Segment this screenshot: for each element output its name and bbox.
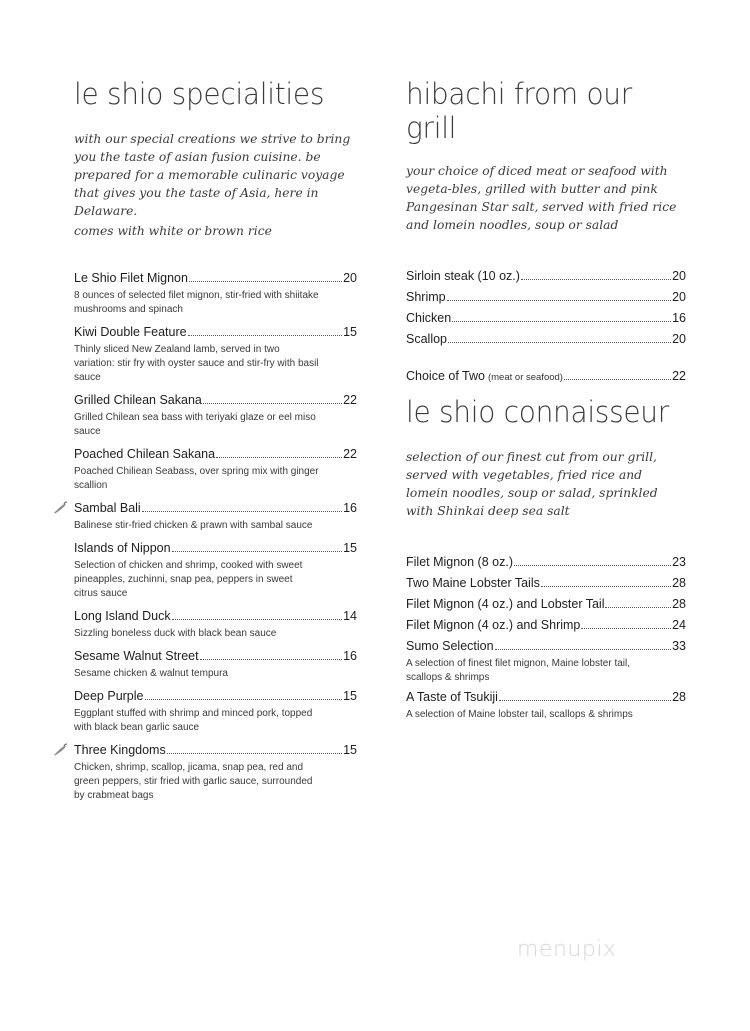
item-price: 20 — [672, 332, 686, 347]
item-name: Sesame Walnut Street — [74, 649, 199, 664]
hibachi-column — [406, 76, 686, 721]
item-price: 20 — [343, 271, 357, 286]
menu-item — [406, 268, 686, 285]
item-price: 16 — [343, 649, 357, 664]
menu-item — [406, 689, 686, 722]
dot-leader — [514, 565, 671, 566]
hibachi-heading: hibachi from our grill — [406, 76, 632, 146]
menupix-watermark: menupix — [517, 937, 617, 962]
item-description: A selection of finest filet mignon, Maine lobster tail, scallops & shrimps — [406, 658, 631, 684]
dot-leader — [172, 619, 343, 620]
item-name: Sirloin steak (10 oz.) — [406, 269, 520, 284]
item-name: Scallop — [406, 332, 447, 347]
item-name: Choice of Two — [406, 369, 485, 384]
item-description: Selection of chicken and shrimp, cooked with sweet pineapples, zuchinni, snap pea, peppers in sweet citrus sauce — [74, 560, 303, 600]
connaisseur-intro: selection of our finest cut from our grill, served with vegetables, fried rice and lomein noodles, soup or salad, sprinkled with Shinkai deep sea salt — [406, 450, 658, 519]
menu-item — [406, 575, 686, 592]
dot-leader — [167, 753, 342, 754]
dot-leader — [564, 379, 671, 380]
menu-item — [406, 638, 686, 685]
connaisseur-list — [406, 554, 686, 722]
item-description: 8 ounces of selected filet mignon, stir-fried with shiitake mushrooms and spinach — [74, 290, 319, 316]
item-price: 23 — [672, 555, 686, 570]
dot-leader — [203, 403, 342, 404]
item-name: Shrimp — [406, 290, 446, 305]
menu-item — [406, 331, 686, 348]
item-price: 22 — [343, 393, 357, 408]
item-name: Kiwi Double Feature — [74, 325, 187, 340]
item-description: Thinly sliced New Zealand lamb, served in two variation: stir fry with oyster sauce and stir-fry with basil sauce — [74, 344, 319, 384]
spicy-pepper-icon — [52, 501, 68, 515]
item-name: Grilled Chilean Sakana — [74, 393, 202, 408]
dot-leader — [188, 335, 343, 336]
item-price: 28 — [672, 690, 686, 705]
item-price: 22 — [343, 447, 357, 462]
spicy-pepper-icon — [52, 743, 68, 757]
item-price: 28 — [672, 576, 686, 591]
item-name: Sambal Bali — [74, 501, 141, 516]
menu-item — [74, 608, 357, 641]
item-name: Long Island Duck — [74, 609, 171, 624]
item-description: Sizzling boneless duck with black bean sauce — [74, 628, 277, 640]
dot-leader — [495, 649, 672, 650]
item-description: A selection of Maine lobster tail, scallops & shrimps — [406, 709, 633, 721]
dot-leader — [142, 511, 342, 512]
menu-item — [74, 270, 357, 317]
dot-leader — [189, 281, 342, 282]
item-name: Chicken — [406, 311, 452, 326]
item-price: 15 — [343, 541, 357, 556]
item-description: Poached Chiliean Seabass, over spring mix with ginger scallion — [74, 466, 319, 492]
dot-leader — [541, 586, 671, 587]
item-price: 16 — [343, 501, 357, 516]
item-price: 15 — [343, 325, 357, 340]
item-price: 22 — [672, 369, 686, 384]
menu-item — [406, 617, 686, 634]
item-price: 20 — [672, 290, 686, 305]
menu-item — [406, 289, 686, 306]
hibachi-intro: your choice of diced meat or seafood with vegeta-bles, grilled with butter and pink Pangesinan Star salt, served with fried rice and lomein noodles, soup or salad — [406, 164, 677, 233]
dot-leader — [200, 659, 343, 660]
menu-item — [74, 742, 357, 803]
item-price: 14 — [343, 609, 357, 624]
item-description: Chicken, shrimp, scallop, jicama, snap pea, red and green peppers, stir fried with garlic sauce, surrounded by crabmeat bags — [74, 762, 313, 802]
item-name: Filet Mignon (4 oz.) and Lobster Tail — [406, 597, 605, 612]
connaisseur-section — [406, 396, 686, 726]
menu-item — [74, 446, 357, 493]
item-name: Deep Purple — [74, 689, 144, 704]
menu-item — [74, 540, 357, 601]
item-price: 33 — [672, 639, 686, 654]
specialities-intro: with our special creations we strive to bring you the taste of asian fusion cuisine. be prepared for a memorable culinaric voyage that gives you the taste of Asia, here in Delaware. — [74, 132, 351, 219]
spacer — [406, 352, 686, 368]
item-price: 16 — [672, 311, 686, 326]
menu-item — [406, 310, 686, 327]
dot-leader — [447, 300, 672, 301]
item-description: Grilled Chilean sea bass with teriyaki glaze or eel miso sauce — [74, 412, 316, 438]
item-price: 15 — [343, 689, 357, 704]
item-name: Sumo Selection — [406, 639, 494, 654]
dot-leader — [581, 628, 671, 629]
dot-leader — [145, 699, 343, 700]
item-name: Filet Mignon (4 oz.) and Shrimp — [406, 618, 581, 633]
item-name: Le Shio Filet Mignon — [74, 271, 188, 286]
item-price: 15 — [343, 743, 357, 758]
dot-leader — [499, 700, 671, 701]
item-price: 24 — [672, 618, 686, 633]
menu-item — [406, 554, 686, 571]
connaisseur-heading: le shio connaisseur — [406, 394, 669, 430]
specialities-heading: le shio specialities — [74, 76, 325, 112]
item-description: Eggplant stuffed with shrimp and minced pork, topped with black bean garlic sauce — [74, 708, 313, 734]
dot-leader — [172, 551, 343, 552]
dot-leader — [216, 457, 342, 458]
item-name: A Taste of Tsukiji — [406, 690, 498, 705]
item-name: Islands of Nippon — [74, 541, 171, 556]
menu-item — [406, 596, 686, 613]
menu-item — [74, 688, 357, 735]
item-name: Poached Chilean Sakana — [74, 447, 216, 462]
specialities-list — [74, 270, 357, 803]
menu-item — [74, 324, 357, 385]
item-note: (meat or seafood) — [487, 372, 563, 384]
menu-item — [74, 648, 357, 681]
specialities-rice-note: comes with white or brown rice — [74, 224, 272, 239]
item-description: Sesame chicken & walnut tempura — [74, 668, 228, 680]
item-description: Balinese stir-fried chicken & prawn with sambal sauce — [74, 520, 313, 532]
dot-leader — [448, 342, 671, 343]
menu-item — [74, 500, 357, 533]
dot-leader — [521, 279, 671, 280]
dot-leader — [452, 321, 671, 322]
item-name: Two Maine Lobster Tails — [406, 576, 540, 591]
menu-item — [74, 392, 357, 439]
hibachi-list — [406, 268, 686, 386]
specialities-column — [74, 78, 357, 810]
item-name: Three Kingdoms — [74, 743, 166, 758]
dot-leader — [605, 607, 671, 608]
menu-item-combo — [406, 368, 686, 386]
item-price: 28 — [672, 597, 686, 612]
item-price: 20 — [672, 269, 686, 284]
item-name: Filet Mignon (8 oz.) — [406, 555, 513, 570]
